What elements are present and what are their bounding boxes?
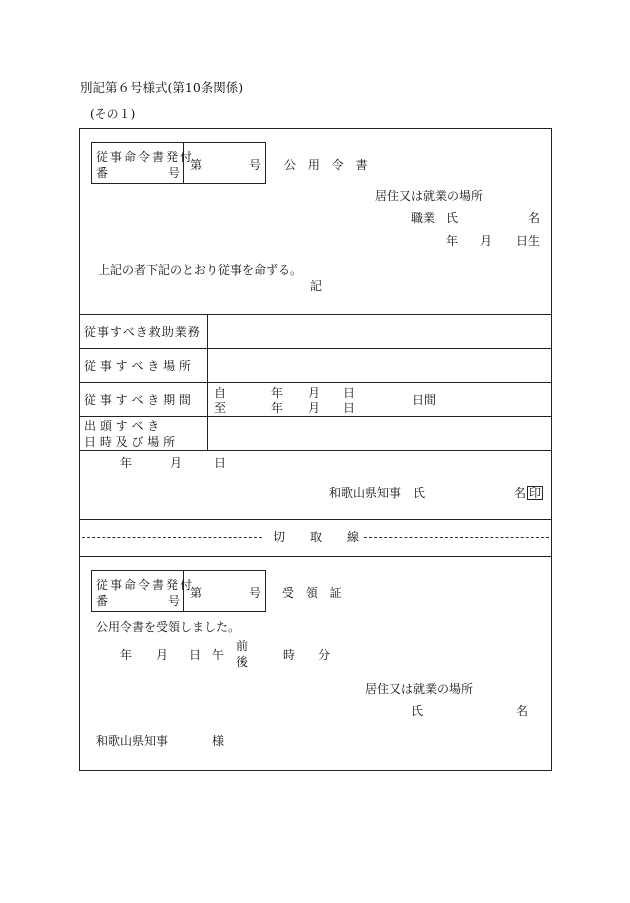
order-ki: 記 [310,279,323,293]
cut-line-dash-right [364,537,549,538]
order-instruction: 上記の者下記のとおり従事を命ずる。 [98,263,303,277]
issue-month: 月 [170,456,183,470]
cut-line-label-3: 線 [347,530,360,544]
order-birth-month: 月 [480,234,493,248]
table-line [79,314,552,315]
receipt-gozen: 前 [236,639,249,653]
order-number-label-ban: 番 [96,166,109,180]
order-birth-day: 日生 [516,234,541,248]
receipt-number-label-ban: 番 [96,594,109,608]
table-line [79,519,552,520]
receipt-name-label: 氏 [411,704,424,718]
receipt-number-suffix: 号 [249,586,262,600]
order-number-suffix: 号 [249,158,262,172]
period-label: 従 事 す べ き 期 間 [84,393,191,407]
order-name-label-right: 名 [528,211,541,225]
receipt-number-prefix: 第 [190,586,203,600]
receipt-number-label-go: 号 [168,594,181,608]
receipt-day: 日 [189,648,202,662]
table-column-divider [207,314,208,450]
period-from-day: 日 [343,386,356,400]
order-birth-year: 年 [446,234,459,248]
period-to: 至 [214,401,227,415]
period-from-year: 年 [271,386,284,400]
table-line [79,382,552,383]
period-to-month: 月 [308,401,321,415]
receipt-name-label-right: 名 [516,704,529,718]
order-number-label-go: 号 [168,166,181,180]
issue-name-with-seal [514,486,543,500]
issue-governor: 和歌山県知事 [329,486,402,500]
period-to-day: 日 [343,401,356,415]
appear-label-line1: 出 頭 す べ き [84,419,160,433]
receipt-go: 午 [212,648,225,662]
seal-icon: 印 [529,486,542,500]
receipt-doc-title: 受 領 証 [282,586,346,600]
issue-year: 年 [120,456,133,470]
table-line [79,348,552,349]
issue-name-label-right: 名 [514,486,527,500]
receipt-addressee: 和歌山県知事 [96,734,169,748]
cut-line-dash-left [82,537,262,538]
receipt-gogo: 後 [236,655,249,669]
issue-name-label: 氏 [413,486,426,500]
cut-line-label-1: 切 [273,530,286,544]
receipt-hour: 時 [283,648,296,662]
form-subtitle: (その１) [90,107,136,121]
period-from: 自 [214,386,227,400]
order-name-label: 氏 [446,211,459,225]
order-address-label: 居住又は就業の場所 [375,189,484,203]
order-number-prefix: 第 [190,158,203,172]
appear-label-line2: 日 時 及 び 場 所 [84,435,176,449]
place-label: 従 事 す べ き 場 所 [84,359,191,373]
receipt-month: 月 [156,648,169,662]
receipt-honorific: 様 [212,734,225,748]
receipt-year: 年 [120,648,133,662]
work-label: 従事すべき救助業務 [84,325,201,339]
table-line [79,556,552,557]
table-line [79,450,552,451]
cut-line-label-2: 取 [310,530,323,544]
form-title: 別記第６号様式(第10条関係) [80,80,244,95]
table-line [79,416,552,417]
period-from-month: 月 [308,386,321,400]
receipt-number-label: 従事命令書発付 [96,578,195,592]
receipt-statement: 公用令書を受領しました。 [96,620,241,634]
period-days-total: 日間 [412,393,437,407]
order-doc-title: 公 用 令 書 [284,158,372,172]
period-to-year: 年 [271,401,284,415]
order-number-label: 従事命令書発付 [96,150,195,164]
order-occupation-label: 職業 [411,211,436,225]
receipt-minute: 分 [318,648,331,662]
issue-day: 日 [214,456,227,470]
receipt-address-label: 居住又は就業の場所 [365,682,474,696]
